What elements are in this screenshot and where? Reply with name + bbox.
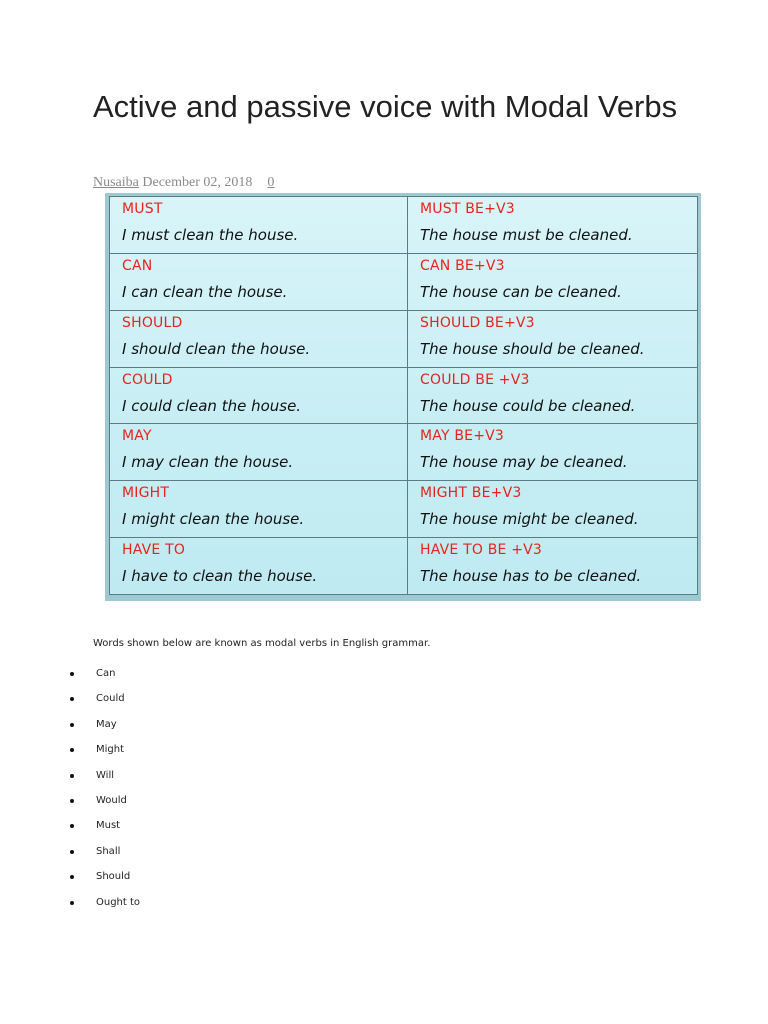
list-item [0,742,140,767]
list-item [0,793,140,818]
active-voice-cell [110,253,408,310]
list-item-label: Will [96,769,115,781]
bullet-icon [70,850,74,854]
active-example-sentence: I could clean the house. [122,396,302,415]
passive-example-sentence: The house can be cleaned. [420,282,622,301]
active-example-sentence: I have to clean the house. [122,567,318,586]
passive-modal-label: CAN BE+V3 [420,257,505,274]
passive-modal-label: MUST BE+V3 [420,201,515,217]
list-item-label: Could [96,693,125,705]
list-item [0,869,140,894]
passive-voice-cell [408,310,698,367]
list-item [0,768,140,793]
list-item-label: Should [96,871,131,883]
list-item [0,844,140,869]
passive-example-sentence: The house might be cleaned. [420,510,639,529]
modal-verb-list [0,666,140,920]
table-row [110,253,698,310]
modal-voice-table-image [105,193,701,601]
list-item-label: May [96,718,117,730]
table-row [110,197,698,254]
active-voice-cell [110,367,408,424]
passive-voice-cell [408,197,698,254]
active-example-sentence: I should clean the house. [122,339,311,358]
bullet-icon [70,799,74,803]
bullet-icon [70,875,74,879]
active-modal-label: HAVE TO [122,542,186,559]
passive-modal-label: COULD BE +V3 [420,371,530,388]
list-item-label: Must [96,820,121,832]
passive-modal-label: MIGHT BE+V3 [420,485,522,502]
passive-voice-cell [408,367,698,424]
table-row [110,310,698,367]
list-item-label: Shall [96,845,121,857]
bullet-icon [70,901,74,905]
active-voice-cell [110,310,408,367]
bullet-icon [70,748,74,752]
bullet-icon [70,723,74,727]
list-item [0,691,140,716]
list-item-label: Can [96,668,116,679]
bullet-icon [70,672,74,676]
passive-example-sentence: The house must be cleaned. [420,226,633,244]
active-voice-cell [110,538,408,595]
list-item-label: Would [96,794,127,806]
passive-example-sentence: The house should be cleaned. [420,339,645,358]
active-voice-cell [110,424,408,481]
passive-modal-label: MAY BE+V3 [420,428,505,445]
active-modal-label: COULD [122,371,173,388]
post-meta [93,175,274,191]
active-example-sentence: I may clean the house. [122,453,294,472]
passive-example-sentence: The house may be cleaned. [420,453,628,472]
passive-example-sentence: The house could be cleaned. [420,396,636,415]
active-modal-label: MIGHT [122,485,170,502]
active-voice-cell [110,481,408,538]
passive-voice-cell [408,253,698,310]
passive-voice-cell [408,481,698,538]
passive-voice-cell [408,424,698,481]
post-title: Active and passive voice with Modal Verbs [93,89,678,124]
bullet-icon [70,697,74,701]
post-date: December 02, 2018 [142,175,253,190]
active-modal-label: CAN [122,257,153,274]
list-item [0,895,140,920]
comment-count-link[interactable]: 0 [267,175,275,190]
modal-voice-table [109,196,698,595]
table-row [110,367,698,424]
active-voice-cell [110,197,408,254]
active-example-sentence: I can clean the house. [122,282,288,301]
table-row [110,481,698,538]
bullet-icon [70,774,74,778]
bullet-icon [70,824,74,828]
intro-text: Words shown below are known as modal verbs in English grammar. [93,638,431,649]
list-item-label: Might [96,744,125,756]
active-modal-label: MUST [122,201,163,217]
passive-modal-label: SHOULD BE+V3 [420,314,535,331]
list-item-label: Ought to [96,896,141,908]
list-item [0,818,140,843]
author-link[interactable]: Nusaiba [93,175,139,190]
passive-example-sentence: The house has to be cleaned. [420,567,642,586]
table-row [110,424,698,481]
active-modal-label: MAY [122,428,152,445]
list-item [0,717,140,742]
active-example-sentence: I must clean the house. [122,226,299,244]
active-modal-label: SHOULD [122,314,183,331]
active-example-sentence: I might clean the house. [122,510,305,529]
table-row [110,538,698,595]
list-item [0,666,140,691]
passive-voice-cell [408,538,698,595]
passive-modal-label: HAVE TO BE +V3 [420,542,543,559]
